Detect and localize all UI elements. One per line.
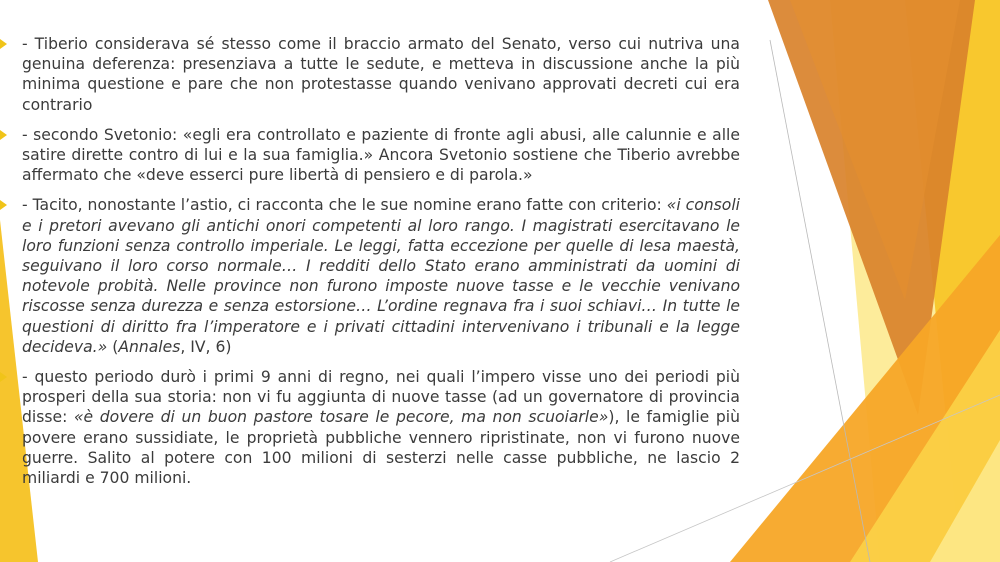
text-segment: , IV, 6) — [180, 337, 232, 356]
text-segment: ), le famiglie più povere erano sussidiate, le proprietà pubbliche vennero ripristinate, non vi furono nuove guerre. Salito al potere con 100 milioni di sesterzi nelle casse pubbliche, ne lascio 2 miliardi e 700 milioni. — [22, 408, 740, 488]
bullet-arrow-icon — [0, 130, 7, 140]
text-segment: - Tacito, nonostante l’astio, ci racconta che le sue nomine erano fatte con criterio: — [22, 196, 667, 215]
bullet-arrow-icon — [0, 200, 7, 210]
text-segment: - Tiberio considerava sé stesso come il braccio armato del Senato, verso cui nutriva una genuina deferenza: presenziava a tutte le sedute, e metteva in discussione anche la più minima questione e pare che non protestasse quando venivano approvati decreti cui era contrario — [22, 35, 740, 114]
bullet-paragraph — [22, 195, 740, 357]
italic-text: Annales — [118, 337, 181, 356]
bullet-paragraph — [22, 125, 740, 186]
bullet-paragraph — [22, 34, 740, 115]
italic-text: «i consoli e i pretori avevano gli antichi onori competenti al loro rango. I magistrati esercitavano le loro funzioni senza controllo imperiale. Le leggi, fatta eccezione per quelle di lesa maestà, seguivano il loro corso normale… I redditi dello Stato erano amministrati da uomini di notevole probità. Nelle province non furono imposte nuove tasse e le vecchie venivano riscosse senza durezza e senza estorsione… L’ordine regnava fra i suoi schiavi… In tutte le questioni di diritto fra l’imperatore e i privati cittadini intervenivano i tribunali e la legge decideva.» — [22, 196, 740, 356]
bullet-arrow-icon — [0, 372, 7, 382]
bullet-arrow-icon — [0, 39, 7, 49]
text-segment: ( — [112, 337, 119, 356]
italic-text: «è dovere di un buon pastore tosare le pecore, ma non scuoiarle» — [73, 408, 609, 427]
bullet-paragraph — [22, 367, 740, 488]
text-segment: - secondo Svetonio: «egli era controllato e paziente di fronte agli abusi, alle calunnie e alle satire dirette contro di lui e la sua famiglia.» Ancora Svetonio sostiene che Tiberio avrebbe affermato che «deve esserci pure libertà di pensiero e di parola.» — [22, 125, 740, 185]
slide-body — [22, 34, 740, 498]
text-segment: - questo periodo durò i primi 9 anni di regno, nei quali l’impero visse uno dei periodi più prosperi della sua storia: non vi fu aggiunta di nuove tasse (ad un governatore di provincia disse: — [22, 368, 740, 427]
